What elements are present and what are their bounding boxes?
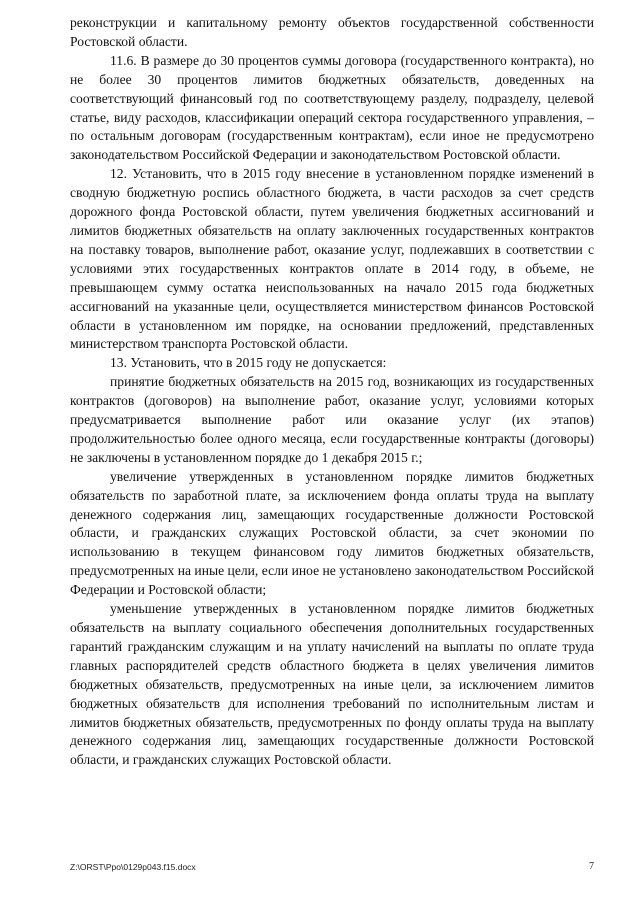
paragraph-13-item-3: уменьшение утвержденных в установленном порядке лимитов бюджетных обязательств на выплату социального обеспечения дополнительных государственных гарантий гражданским служащим и на уплату начислений на выплаты по оплате труда главных распорядителей средств областного бюджета в целях увеличения лимитов бюджетных обязательств, предусмотренных на иные цели, за исключением лимитов бюджетных обязательств для исполнения требований по исполнительным листам и лимитов бюджетных обязательств, предусмотренных по фонду оплаты труда на выплату денежного содержания лиц, замещающих государственные должности Ростовской области, и гражданских служащих Ростовской области. — [70, 601, 594, 768]
paragraph-13-item-1: принятие бюджетных обязательств на 2015 год, возникающих из государственных контрактов (договоров) на выполнение работ, оказание услуг, условиями которых предусматривается выполнение работ или оказание услуг (их этапов) продолжительностью более одного месяца, если государственные контракты (договоры) не заключены в установленном порядке до 1 декабря 2015 г.; — [70, 374, 594, 465]
paragraph-13-item-2: увеличение утвержденных в установленном порядке лимитов бюджетных обязательств по заработной плате, за исключением фонда оплаты труда на выплату денежного содержания лиц, замещающих государственные должности Ростовской области, и гражданских служащих Ростовской области, за счет экономии по использованию в текущем финансовом году лимитов бюджетных обязательств, предусмотренных на иные цели, если иное не установлено законодательством Российской Федерации и Ростовской области; — [70, 468, 594, 598]
footer-file-path: Z:\ORST\Ppo\0129p043.f15.docx — [70, 862, 196, 872]
paragraph-continuation: реконструкции и капитальному ремонту объектов государственной собственности Ростовской области. — [70, 15, 594, 49]
paragraph-11-6: 11.6. В размере до 30 процентов суммы договора (государственного контракта), но не более 30 процентов лимитов бюджетных обязательств, доведенных на соответствующий финансовый год по соответствующему разделу, подразделу, целевой статье, виду расходов, классификации операций сектора государственного управления, – по остальным договорам (государственным контрактам), если иное не предусмотрено законодательством Российской Федерации и законодательством Ростовской области. — [70, 52, 594, 163]
paragraph-12: 12. Установить, что в 2015 году внесение в установленном порядке изменений в сводную бюджетную роспись областного бюджета, в части расходов за счет средств дорожного фонда Ростовской области, путем увеличения бюджетных ассигнований и лимитов бюджетных обязательств на оплату заключенных государственных контрактов на поставку товаров, выполнение работ, оказание услуг, подлежавших в соответствии с условиями этих государственных контрактов оплате в 2014 году, в объеме, не превышающем сумму остатка неиспользованных на начало 2015 года бюджетных ассигнований на указанные цели, осуществляется министерством финансов Ростовской области в установленном им порядке, на основании предложений, представленных министерством транспорта Ростовской области. — [70, 166, 594, 352]
page-number: 7 — [589, 861, 594, 872]
paragraph-13: 13. Установить, что в 2015 году не допускается: — [110, 355, 387, 371]
document-body — [70, 14, 594, 770]
